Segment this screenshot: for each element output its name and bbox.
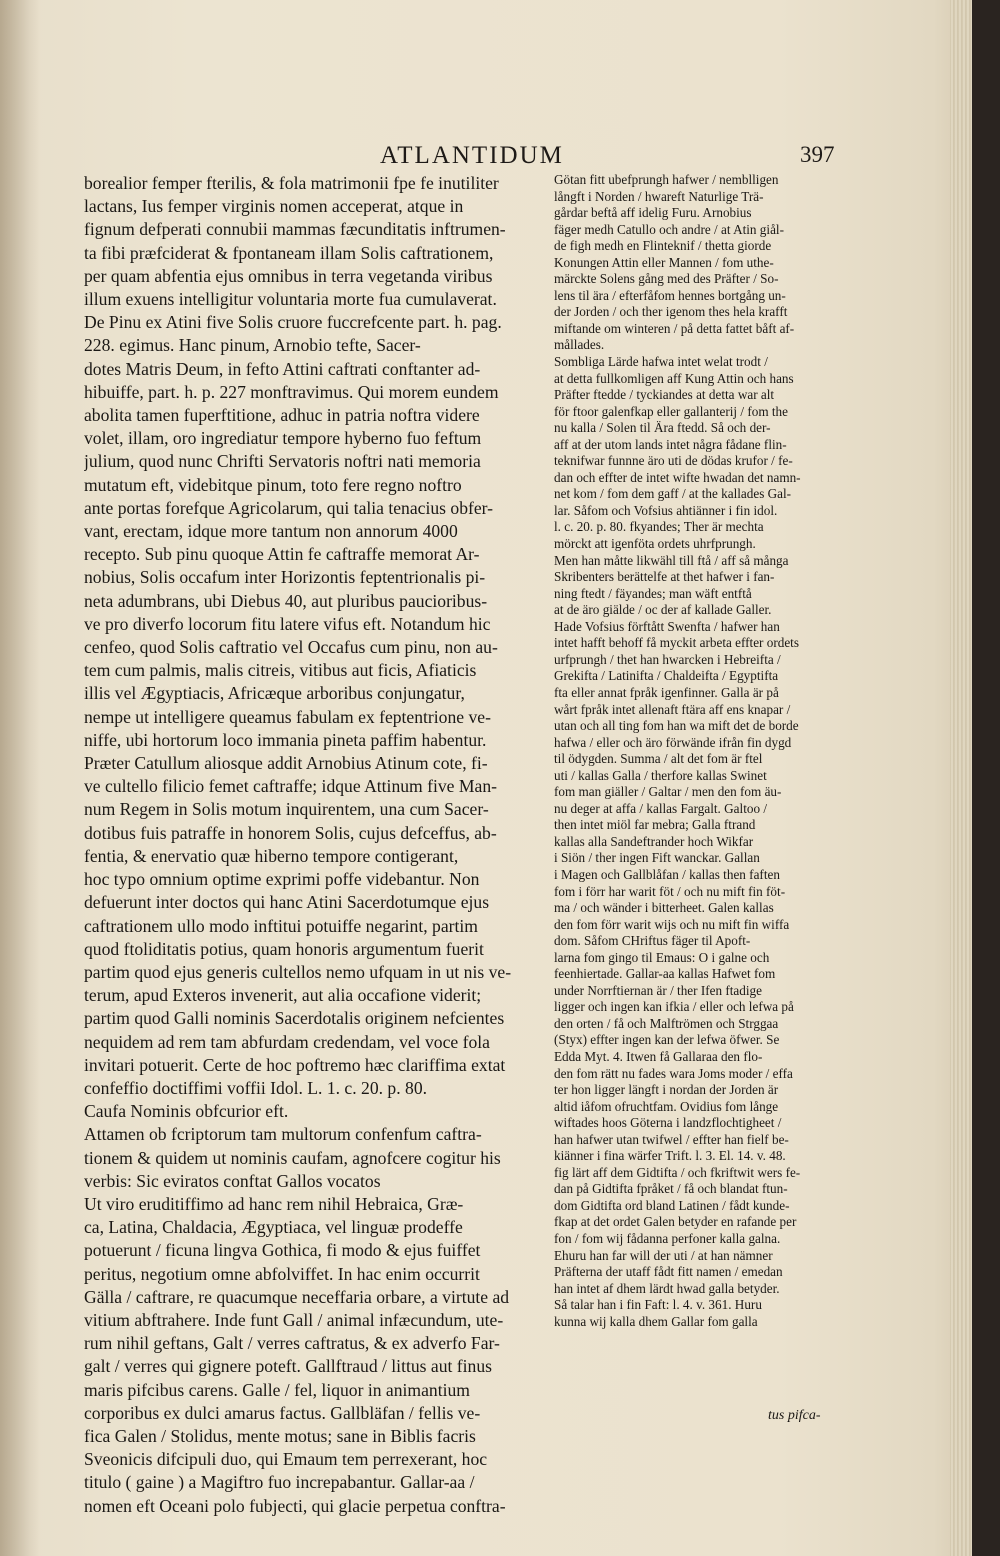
- text-line: altid iåfom ofruchtfam. Ovidius fom långe: [554, 1098, 779, 1114]
- text-line: utan och all ting fom han wa mift det de borde: [554, 718, 799, 734]
- text-line: under Norrftiernan är / ther Ifen ftadige: [554, 982, 762, 998]
- text-line: potuerunt / ficuna lingva Gothica, fi modo & ejus fuiffet: [84, 1240, 481, 1261]
- text-line: dotes Matris Deum, in fefto Attini caftrati conftanter ad-: [84, 358, 481, 379]
- text-line: fom man giäller / Galtar / men den fom äu-: [554, 784, 782, 800]
- text-line: 228. egimus. Hanc pinum, Arnobio tefte, Sacer-: [84, 335, 421, 356]
- text-line: per quam abfentia ejus omnibus in terra vegetanda viribus: [84, 265, 493, 286]
- text-line: illum exuens intelligitur voluntaria morte fua cumulaverat.: [84, 289, 497, 310]
- text-line: ning ftedt / fäyandes; man wäft entftå: [554, 585, 752, 601]
- text-line: partim quod ejus generis cultellos nemo ufquam in ut nis ve-: [84, 961, 512, 982]
- text-line: fäger medh Catullo och andre / at Atin giål-: [554, 221, 784, 237]
- text-line: (Styx) effter ingen kan der lefwa öfwer. Se: [554, 1032, 780, 1048]
- text-line: Götan fitt ubefprungh hafwer / nemblligen: [554, 172, 779, 187]
- text-line: neta adumbrans, ubi Diebus 40, aut pluribus paucioribus-: [84, 590, 488, 611]
- text-line: ta fibi præfciderat & fpontaneam illam Solis caftrationem,: [84, 242, 494, 263]
- text-line: dotibus fuis patraffe in honorem Solis, cujus defceffus, ab-: [84, 822, 497, 843]
- text-line: galt / verres qui gignere poteft. Gallftraud / littus aut finus: [84, 1356, 492, 1377]
- text-line: mörckt att igenföta ordets uhrfprungh.: [554, 536, 756, 552]
- text-line: ve pro diverfo locorum fitu latere vifus eft. Notandum hic: [84, 613, 491, 634]
- text-line: ca, Latina, Chaldacia, Ægyptiaca, vel linguæ prodeffe: [84, 1217, 463, 1238]
- text-line: nempe ut intelligere queamus fabulam ex feptentrione ve-: [84, 706, 491, 727]
- text-line: at de äro giälde / oc der af kallade Galler.: [554, 602, 772, 618]
- text-line: märckte Solens gång med des Präfter / So-: [554, 271, 779, 287]
- text-line: borealior femper fterilis, & fola matrimonii fpe fe inutiliter: [84, 173, 499, 193]
- text-line: num Regem in Solis motum inquirentem, una cum Sacer-: [84, 799, 489, 820]
- text-line: confeffio doctiffimi voffii Idol. L. 1. c. 20. p. 80.: [84, 1077, 428, 1098]
- text-line: urfprungh / thet han hwarcken i Hebreifta /: [554, 651, 781, 667]
- text-line: De Pinu ex Atini five Solis cruore fuccrefcente part. h. pag.: [84, 312, 502, 333]
- text-line: verbis: Sic eviratos conftat Gallos vocatos: [84, 1170, 381, 1191]
- text-line: lens til ära / efterfåfom hennes bortgång un-: [554, 287, 786, 303]
- text-line: de figh medh en Flinteknif / thetta giorde: [554, 238, 772, 254]
- text-line: at detta fullkomligen aff Kung Attin och hans: [554, 370, 794, 386]
- text-line: til ödygden. Summa / alt det fom är ftel: [554, 751, 763, 767]
- text-line: l. c. 20. p. 80. fkyandes; Ther är mechta: [554, 519, 764, 535]
- text-line: hoc typo omnium optime exprimi poffe videbantur. Non: [84, 869, 480, 890]
- text-line: nequidem ad rem tam abfurdam credendam, vel voce fola: [84, 1031, 490, 1052]
- text-line: kunna wij kalla dhem Gallar fom galla: [554, 1313, 758, 1329]
- text-line: den fom förr warit wijs och nu mift fin wiffa: [554, 916, 790, 932]
- spine-shadow: [0, 0, 40, 1556]
- text-line: illis vel Ægyptiacis, Africæque arboribus conjungatur,: [84, 683, 465, 704]
- text-line: der Jorden / och ther igenom thes hela krafft: [554, 304, 788, 320]
- text-line: wårt fpråk intet allenaft ftära aff ens knapar /: [554, 701, 791, 717]
- text-line: den fom rätt nu fades wara Joms moder / effa: [554, 1065, 793, 1081]
- text-line: miftande om winteren / på detta fattet båft af-: [554, 320, 795, 336]
- text-line: dan på Gidtifta fpråket / få och blandat ftun-: [554, 1181, 788, 1197]
- text-line: i Magen och Gallblåfan / kallas then faften: [554, 866, 780, 882]
- text-line: fica Galen / Stolidus, mente motus; sane in Biblis facris: [84, 1425, 476, 1446]
- text-line: quod ftoliditatis potius, quam honoris argumentum fuerit: [84, 938, 484, 959]
- text-line: uti / kallas Galla / therfore kallas Swinet: [554, 767, 767, 783]
- text-line: ve cultello filicio femet caftraffe; idque Attinum five Man-: [84, 776, 497, 797]
- text-line: abolita tamen fuperftitione, adhuc in patria noftra videre: [84, 405, 480, 426]
- text-line: rum nihil geftans, Galt / verres caftratus, & ex adverfo Far-: [84, 1333, 500, 1354]
- text-line: partim quod Galli nominis Sacerdotalis originem nefcientes: [84, 1008, 505, 1029]
- text-line: invitari potuerit. Certe de hoc poftremo hæc clariffima extat: [84, 1054, 506, 1075]
- text-line: ligger och ingen kan ifkia / eller och lefwa på: [554, 999, 794, 1015]
- text-line: Caufa Nominis obfcurior eft.: [84, 1101, 289, 1122]
- text-line: ma / och wänder i bitterheet. Galen kallas: [554, 900, 774, 916]
- text-line: Hade Vofsius förftått Swenfta / hafwer han: [554, 618, 780, 634]
- text-line: Ehuru han far will der uti / at han nämner: [554, 1247, 773, 1263]
- text-line: hafwa / eller och äro förwände ifrån fin dygd: [554, 734, 792, 750]
- text-line: Sveonicis difcipuli duo, qui Emaum tem perrexerant, hoc: [84, 1449, 488, 1470]
- text-line: peritus, negotium omne abfolviffet. In hac enim occurrit: [84, 1263, 480, 1284]
- text-line: han intet af dhem lärdt hwad galla betyder.: [554, 1280, 780, 1296]
- text-line: fig lärt aff dem Gidtifta / och fkriftwit wers fe-: [554, 1164, 801, 1180]
- text-line: tem cum palmis, malis citreis, vitibus aut ficis, Afiaticis: [84, 660, 477, 681]
- text-line: teknifwar funnne äro uti de dödas krufor / fe-: [554, 453, 793, 469]
- text-line: gårdar beftå aff idelig Furu. Arnobius: [554, 205, 752, 221]
- text-line: cenfeo, quod Solis caftratio vel Occafus cum pinu, non au-: [84, 637, 498, 658]
- text-line: fignum defperati connubii mammas fæcunditatis inftrumen-: [84, 219, 506, 240]
- text-line: dan och effter de intet wifte hwadan det namn-: [554, 469, 801, 485]
- text-line: Gälla / caftrare, re quacumque neceffaria orbare, a virtute ad: [84, 1286, 510, 1307]
- text-line: titulo ( gaine ) a Magiftro fuo increpabantur. Gallar-aa /: [84, 1472, 475, 1493]
- text-line: then intet miöl far mebra; Galla ftrand: [554, 817, 756, 833]
- text-line: Präfterna der utaff fådt fitt namen / emedan: [554, 1264, 783, 1280]
- text-line: caftrationem ullo modo inftitui potuiffe negarint, partim: [84, 915, 478, 936]
- text-line: dom Gidtifta ord bland Latinen / fådt kunde-: [554, 1197, 790, 1213]
- text-line: nobius, Solis occafum inter Horizontis feptentrionalis pi-: [84, 567, 486, 588]
- text-line: defuerunt inter doctos qui hanc Atini Sacerdotumque ejus: [84, 892, 490, 913]
- text-line: för ftoor galenfkap eller gallanterij / fom the: [554, 403, 788, 419]
- text-line: hibuiffe, part. h. p. 227 monftravimus. Qui morem eundem: [84, 381, 499, 402]
- text-line: i Siön / ther ingen Fift wanckar. Gallan: [554, 850, 760, 866]
- text-line: fentia, & enervatio quæ hiberno tempore contigerant,: [84, 845, 459, 866]
- text-line: tionem & quidem ut nominis caufam, agnofcere cogitur his: [84, 1147, 501, 1168]
- text-line: niffe, ubi hortorum loco immania pineta paffim habentur.: [84, 729, 487, 750]
- text-line: vitium abftrahere. Inde funt Gall / animal infæcundum, ute-: [84, 1309, 504, 1330]
- text-line: vant, erectam, idque more tantum non annorum 4000: [84, 521, 458, 542]
- text-line: terum, apud Exteros invenerit, aut alia occafione viderit;: [84, 985, 482, 1006]
- text-line: han hafwer utan twifwel / effter han fielf be-: [554, 1131, 789, 1147]
- text-line: Konungen Attin eller Mannen / fom uthe-: [554, 254, 774, 270]
- text-line: intet hafft behoff få myckit arbeta effter ordets: [554, 635, 799, 651]
- text-line: lactans, Ius femper virginis nomen acceperat, atque in: [84, 196, 464, 217]
- text-line: nu kalla / Solen til Ära ftedd. Så och der-: [554, 420, 771, 436]
- text-line: Så talar han i fin Faft: l. 4. v. 361. Huru: [554, 1297, 762, 1313]
- text-line: Grekifta / Latinifta / Chaldeifta / Egyptifta: [554, 668, 779, 684]
- text-line: Præter Catullum aliosque addit Arnobius Atinum cote, fi-: [84, 753, 488, 774]
- text-line: Präfter ftedde / tyckiandes at detta war alt: [554, 387, 775, 403]
- text-line: den orten / få och Malftrömen och Strggaa: [554, 1015, 779, 1031]
- running-title: ATLANTIDUM: [380, 142, 564, 169]
- text-line: larna fom gingo til Emaus: O i galne och: [554, 949, 770, 965]
- text-line: fom i förr har warit föt / och nu mift fin föt-: [554, 883, 786, 899]
- text-line: ter hon ligger längft i nordan der Jorden är: [554, 1082, 779, 1098]
- text-line: nu deger at affa / kallas Fargalt. Galtoo /: [554, 800, 768, 816]
- catchword: tus pifca-: [768, 1408, 821, 1423]
- text-line: recepto. Sub pinu quoque Attin fe caftraffe memorat Ar-: [84, 544, 480, 565]
- text-line: ante portas forefque Agricolarum, qui talia tenacius obfer-: [84, 497, 494, 518]
- latin-text-column: [84, 172, 530, 1518]
- swedish-text-column: [554, 172, 840, 1330]
- text-line: Sombliga Lärde hafwa intet welat trodt /: [554, 354, 768, 370]
- page-number: 397: [800, 142, 835, 167]
- text-line: wiftades hoos Göterna i landzflochtigheet /: [554, 1115, 782, 1131]
- text-line: net kom / fom dem gaff / at the kallades Gal-: [554, 486, 792, 502]
- text-line: fon / fom wij fådanna perfoner kalla galna.: [554, 1231, 781, 1246]
- text-line: corporibus ex dulci amarus factus. Gallbläfan / fellis ve-: [84, 1402, 481, 1423]
- text-line: volet, illam, oro ingrediatur tempore hyberno fuo feftum: [84, 428, 482, 449]
- text-line: kallas alla Sandeftrander hoch Wikfar: [554, 833, 754, 849]
- text-line: Ut viro eruditiffimo ad hanc rem nihil Hebraica, Græ-: [84, 1193, 464, 1214]
- text-line: Edda Myt. 4. Itwen få Gallaraa den flo-: [554, 1048, 763, 1064]
- text-line: lar. Såfom och Vofsius ahtiänner i fin idol.: [554, 502, 778, 518]
- text-line: feenhiertade. Gallar-aa kallas Hafwet fom: [554, 966, 776, 982]
- text-line: långft i Norden / hwareft Naturlige Trä-: [554, 188, 764, 204]
- text-line: mutatum eft, videbitque pinum, toto fere regno noftro: [84, 474, 462, 495]
- text-line: dom. Såfom CHriftus fäger til Apoft-: [554, 933, 751, 949]
- text-line: maris pifcibus carens. Galle / fel, liquor in animantium: [84, 1379, 470, 1400]
- text-line: julium, quod nunc Chrifti Servatoris noftri nati memoria: [84, 451, 481, 472]
- text-line: fkap at det ordet Galen betyder en rafande per: [554, 1214, 797, 1230]
- text-line: kiänner i fina wärfer Trift. l. 3. El. 14. v. 48.: [554, 1148, 786, 1164]
- text-line: Men han måtte likwähl till ftå / aff så många: [554, 552, 789, 568]
- page-edge: [950, 0, 972, 1556]
- text-line: mållades.: [554, 337, 605, 353]
- text-line: aff at der utom lands intet några fådane flin-: [554, 436, 787, 452]
- text-line: Attamen ob fcriptorum tam multorum confenfum caftra-: [84, 1124, 482, 1145]
- text-line: nomen eft Oceani polo fubjecti, qui glacie perpetua conftra-: [84, 1495, 506, 1516]
- text-line: fta eller annat fpråk igenfinner. Galla är på: [554, 684, 779, 700]
- text-line: Skribenters berättelfe at thet hafwer i fan-: [554, 569, 775, 585]
